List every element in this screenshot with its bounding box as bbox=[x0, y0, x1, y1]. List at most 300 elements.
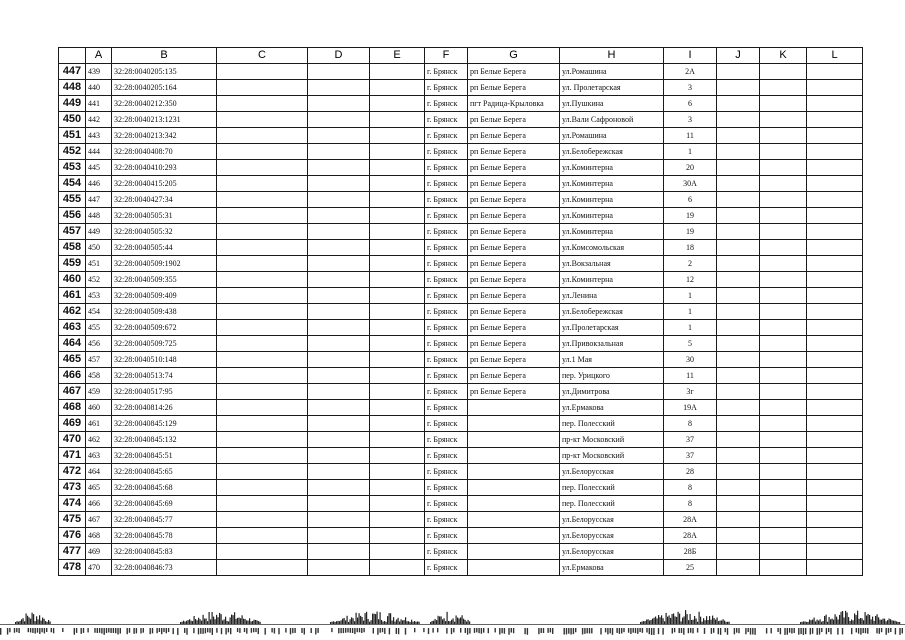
table-cell-f[interactable]: г. Брянск bbox=[425, 128, 468, 144]
table-cell-k[interactable] bbox=[760, 352, 807, 368]
table-cell-d[interactable] bbox=[308, 144, 370, 160]
table-cell-g[interactable] bbox=[468, 480, 560, 496]
column-header-f[interactable]: F bbox=[425, 48, 468, 64]
table-cell-f[interactable]: г. Брянск bbox=[425, 528, 468, 544]
table-cell-j[interactable] bbox=[717, 64, 760, 80]
table-cell-j[interactable] bbox=[717, 288, 760, 304]
table-cell-e[interactable] bbox=[370, 336, 425, 352]
table-cell-g[interactable]: рп Белые Берега bbox=[468, 320, 560, 336]
table-cell-j[interactable] bbox=[717, 400, 760, 416]
table-cell-j[interactable] bbox=[717, 432, 760, 448]
table-cell-h[interactable]: ул.Коминтерна bbox=[560, 224, 664, 240]
table-cell-i[interactable]: 30 bbox=[664, 352, 717, 368]
table-cell-c[interactable] bbox=[217, 288, 308, 304]
table-cell-e[interactable] bbox=[370, 128, 425, 144]
table-cell-l[interactable] bbox=[807, 432, 863, 448]
table-cell-f[interactable]: г. Брянск bbox=[425, 512, 468, 528]
table-cell-k[interactable] bbox=[760, 304, 807, 320]
table-cell-e[interactable] bbox=[370, 320, 425, 336]
table-cell-h[interactable]: ул.Белобережская bbox=[560, 144, 664, 160]
table-cell-c[interactable] bbox=[217, 384, 308, 400]
table-cell-j[interactable] bbox=[717, 384, 760, 400]
table-cell-k[interactable] bbox=[760, 416, 807, 432]
table-cell-b[interactable]: 32:28:0040205:135 bbox=[112, 64, 217, 80]
table-cell-b[interactable]: 32:28:0040415:205 bbox=[112, 176, 217, 192]
table-cell-j[interactable] bbox=[717, 96, 760, 112]
table-cell-d[interactable] bbox=[308, 224, 370, 240]
table-cell-b[interactable]: 32:28:0040845:129 bbox=[112, 416, 217, 432]
table-cell-f[interactable]: г. Брянск bbox=[425, 288, 468, 304]
table-cell-i[interactable]: 28 bbox=[664, 464, 717, 480]
table-cell-k[interactable] bbox=[760, 160, 807, 176]
table-cell-k[interactable] bbox=[760, 288, 807, 304]
table-cell-f[interactable]: г. Брянск bbox=[425, 272, 468, 288]
table-cell-g[interactable] bbox=[468, 448, 560, 464]
table-cell-h[interactable]: ул.Белорусская bbox=[560, 464, 664, 480]
table-cell-g[interactable]: рп Белые Берега bbox=[468, 336, 560, 352]
table-cell-b[interactable]: 32:28:0040845:68 bbox=[112, 480, 217, 496]
table-cell-k[interactable] bbox=[760, 512, 807, 528]
column-header-e[interactable]: E bbox=[370, 48, 425, 64]
table-cell-e[interactable] bbox=[370, 432, 425, 448]
table-cell-j[interactable] bbox=[717, 304, 760, 320]
table-cell-f[interactable]: г. Брянск bbox=[425, 480, 468, 496]
table-cell-b[interactable]: 32:28:0040505:44 bbox=[112, 240, 217, 256]
table-cell-h[interactable]: пр-кт Московский bbox=[560, 432, 664, 448]
column-header-j[interactable]: J bbox=[717, 48, 760, 64]
table-cell-f[interactable]: г. Брянск bbox=[425, 544, 468, 560]
table-cell-l[interactable] bbox=[807, 112, 863, 128]
table-cell-e[interactable] bbox=[370, 224, 425, 240]
row-number[interactable]: 452 bbox=[59, 144, 86, 160]
table-cell-b[interactable]: 32:28:0040845:78 bbox=[112, 528, 217, 544]
table-cell-c[interactable] bbox=[217, 448, 308, 464]
table-cell-d[interactable] bbox=[308, 128, 370, 144]
table-cell-d[interactable] bbox=[308, 272, 370, 288]
table-cell-d[interactable] bbox=[308, 176, 370, 192]
table-cell-f[interactable]: г. Брянск bbox=[425, 304, 468, 320]
table-cell-f[interactable]: г. Брянск bbox=[425, 112, 468, 128]
table-cell-b[interactable]: 32:28:0040846:73 bbox=[112, 560, 217, 576]
column-header-i[interactable]: I bbox=[664, 48, 717, 64]
table-cell-f[interactable]: г. Брянск bbox=[425, 352, 468, 368]
table-cell-b[interactable]: 32:28:0040509:409 bbox=[112, 288, 217, 304]
table-cell-g[interactable] bbox=[468, 560, 560, 576]
table-cell-k[interactable] bbox=[760, 400, 807, 416]
table-cell-d[interactable] bbox=[308, 208, 370, 224]
table-cell-i[interactable]: 37 bbox=[664, 448, 717, 464]
table-cell-i[interactable]: 25 bbox=[664, 560, 717, 576]
table-cell-b[interactable]: 32:28:0040814:26 bbox=[112, 400, 217, 416]
row-number[interactable]: 470 bbox=[59, 432, 86, 448]
table-cell-g[interactable]: рп Белые Берега bbox=[468, 144, 560, 160]
table-cell-a[interactable]: 465 bbox=[86, 480, 112, 496]
table-cell-i[interactable]: 3 bbox=[664, 80, 717, 96]
table-cell-i[interactable]: 8 bbox=[664, 480, 717, 496]
table-cell-j[interactable] bbox=[717, 144, 760, 160]
table-cell-a[interactable]: 446 bbox=[86, 176, 112, 192]
table-cell-h[interactable]: пер. Полесский bbox=[560, 480, 664, 496]
table-cell-l[interactable] bbox=[807, 448, 863, 464]
row-number[interactable]: 471 bbox=[59, 448, 86, 464]
row-number[interactable]: 475 bbox=[59, 512, 86, 528]
table-cell-b[interactable]: 32:28:0040505:32 bbox=[112, 224, 217, 240]
table-cell-h[interactable]: ул.Белорусская bbox=[560, 512, 664, 528]
table-cell-a[interactable]: 455 bbox=[86, 320, 112, 336]
table-cell-l[interactable] bbox=[807, 208, 863, 224]
table-cell-h[interactable]: ул.Димитрова bbox=[560, 384, 664, 400]
table-cell-j[interactable] bbox=[717, 160, 760, 176]
table-cell-l[interactable] bbox=[807, 288, 863, 304]
column-header-b[interactable]: B bbox=[112, 48, 217, 64]
table-cell-i[interactable]: 20 bbox=[664, 160, 717, 176]
table-cell-j[interactable] bbox=[717, 208, 760, 224]
table-cell-i[interactable]: 3г bbox=[664, 384, 717, 400]
table-cell-k[interactable] bbox=[760, 384, 807, 400]
table-cell-i[interactable]: 8 bbox=[664, 416, 717, 432]
table-cell-g[interactable] bbox=[468, 528, 560, 544]
table-cell-e[interactable] bbox=[370, 288, 425, 304]
table-cell-k[interactable] bbox=[760, 480, 807, 496]
row-number[interactable]: 451 bbox=[59, 128, 86, 144]
table-cell-e[interactable] bbox=[370, 560, 425, 576]
row-number[interactable]: 467 bbox=[59, 384, 86, 400]
table-cell-c[interactable] bbox=[217, 144, 308, 160]
table-cell-i[interactable]: 30А bbox=[664, 176, 717, 192]
table-cell-a[interactable]: 444 bbox=[86, 144, 112, 160]
table-cell-a[interactable]: 459 bbox=[86, 384, 112, 400]
table-cell-a[interactable]: 461 bbox=[86, 416, 112, 432]
table-cell-g[interactable]: рп Белые Берега bbox=[468, 368, 560, 384]
table-cell-k[interactable] bbox=[760, 112, 807, 128]
table-cell-j[interactable] bbox=[717, 448, 760, 464]
table-cell-j[interactable] bbox=[717, 272, 760, 288]
table-cell-f[interactable]: г. Брянск bbox=[425, 144, 468, 160]
table-cell-j[interactable] bbox=[717, 80, 760, 96]
table-cell-f[interactable]: г. Брянск bbox=[425, 176, 468, 192]
table-cell-d[interactable] bbox=[308, 96, 370, 112]
table-cell-b[interactable]: 32:28:0040408:70 bbox=[112, 144, 217, 160]
row-number[interactable]: 460 bbox=[59, 272, 86, 288]
table-cell-c[interactable] bbox=[217, 96, 308, 112]
table-cell-g[interactable]: рп Белые Берега bbox=[468, 224, 560, 240]
table-cell-g[interactable] bbox=[468, 496, 560, 512]
table-cell-d[interactable] bbox=[308, 400, 370, 416]
table-cell-c[interactable] bbox=[217, 464, 308, 480]
table-cell-h[interactable]: ул.Ермакова bbox=[560, 400, 664, 416]
table-cell-l[interactable] bbox=[807, 496, 863, 512]
table-cell-l[interactable] bbox=[807, 272, 863, 288]
row-number[interactable]: 464 bbox=[59, 336, 86, 352]
table-cell-c[interactable] bbox=[217, 224, 308, 240]
table-cell-d[interactable] bbox=[308, 464, 370, 480]
table-cell-k[interactable] bbox=[760, 80, 807, 96]
table-cell-j[interactable] bbox=[717, 528, 760, 544]
table-cell-h[interactable]: ул.Белорусская bbox=[560, 544, 664, 560]
table-cell-l[interactable] bbox=[807, 64, 863, 80]
table-cell-e[interactable] bbox=[370, 368, 425, 384]
table-cell-l[interactable] bbox=[807, 320, 863, 336]
table-cell-h[interactable]: ул.Коминтерна bbox=[560, 192, 664, 208]
table-cell-c[interactable] bbox=[217, 352, 308, 368]
row-number[interactable]: 447 bbox=[59, 64, 86, 80]
table-cell-e[interactable] bbox=[370, 448, 425, 464]
table-cell-c[interactable] bbox=[217, 208, 308, 224]
table-cell-l[interactable] bbox=[807, 512, 863, 528]
table-cell-i[interactable]: 8 bbox=[664, 496, 717, 512]
column-header-c[interactable]: C bbox=[217, 48, 308, 64]
table-cell-h[interactable]: ул.Коминтерна bbox=[560, 176, 664, 192]
table-cell-g[interactable]: рп Белые Берега bbox=[468, 304, 560, 320]
table-cell-g[interactable]: рп Белые Берега bbox=[468, 192, 560, 208]
row-number[interactable]: 463 bbox=[59, 320, 86, 336]
table-cell-g[interactable]: рп Белые Берега bbox=[468, 256, 560, 272]
table-cell-c[interactable] bbox=[217, 272, 308, 288]
table-cell-k[interactable] bbox=[760, 208, 807, 224]
table-cell-c[interactable] bbox=[217, 400, 308, 416]
row-number[interactable]: 448 bbox=[59, 80, 86, 96]
table-cell-g[interactable]: рп Белые Берега bbox=[468, 288, 560, 304]
table-cell-j[interactable] bbox=[717, 128, 760, 144]
table-cell-a[interactable]: 449 bbox=[86, 224, 112, 240]
table-cell-b[interactable]: 32:28:0040845:65 bbox=[112, 464, 217, 480]
table-cell-e[interactable] bbox=[370, 208, 425, 224]
row-number[interactable]: 468 bbox=[59, 400, 86, 416]
table-cell-a[interactable]: 453 bbox=[86, 288, 112, 304]
table-cell-e[interactable] bbox=[370, 544, 425, 560]
table-cell-k[interactable] bbox=[760, 496, 807, 512]
table-cell-b[interactable]: 32:28:0040509:438 bbox=[112, 304, 217, 320]
table-cell-l[interactable] bbox=[807, 544, 863, 560]
table-cell-b[interactable]: 32:28:0040510:148 bbox=[112, 352, 217, 368]
table-cell-i[interactable]: 6 bbox=[664, 96, 717, 112]
table-cell-c[interactable] bbox=[217, 112, 308, 128]
table-cell-e[interactable] bbox=[370, 304, 425, 320]
table-cell-l[interactable] bbox=[807, 480, 863, 496]
table-cell-h[interactable]: пер. Урицкого bbox=[560, 368, 664, 384]
table-cell-f[interactable]: г. Брянск bbox=[425, 368, 468, 384]
table-cell-f[interactable]: г. Брянск bbox=[425, 256, 468, 272]
table-cell-l[interactable] bbox=[807, 416, 863, 432]
table-cell-k[interactable] bbox=[760, 192, 807, 208]
table-cell-i[interactable]: 6 bbox=[664, 192, 717, 208]
table-cell-d[interactable] bbox=[308, 80, 370, 96]
table-cell-d[interactable] bbox=[308, 384, 370, 400]
row-number[interactable]: 450 bbox=[59, 112, 86, 128]
table-cell-k[interactable] bbox=[760, 336, 807, 352]
table-cell-e[interactable] bbox=[370, 240, 425, 256]
row-number[interactable]: 455 bbox=[59, 192, 86, 208]
table-cell-a[interactable]: 468 bbox=[86, 528, 112, 544]
table-cell-d[interactable] bbox=[308, 352, 370, 368]
table-cell-j[interactable] bbox=[717, 112, 760, 128]
table-cell-f[interactable]: г. Брянск bbox=[425, 208, 468, 224]
table-cell-e[interactable] bbox=[370, 400, 425, 416]
table-cell-g[interactable]: рп Белые Берега bbox=[468, 272, 560, 288]
table-cell-h[interactable]: ул.Коминтерна bbox=[560, 272, 664, 288]
row-number[interactable]: 457 bbox=[59, 224, 86, 240]
table-cell-a[interactable]: 462 bbox=[86, 432, 112, 448]
row-number[interactable]: 473 bbox=[59, 480, 86, 496]
table-cell-i[interactable]: 2 bbox=[664, 256, 717, 272]
table-cell-j[interactable] bbox=[717, 368, 760, 384]
table-cell-j[interactable] bbox=[717, 192, 760, 208]
table-cell-g[interactable] bbox=[468, 544, 560, 560]
row-number[interactable]: 472 bbox=[59, 464, 86, 480]
table-cell-g[interactable] bbox=[468, 400, 560, 416]
table-cell-e[interactable] bbox=[370, 80, 425, 96]
table-cell-f[interactable]: г. Брянск bbox=[425, 448, 468, 464]
table-cell-f[interactable]: г. Брянск bbox=[425, 496, 468, 512]
table-cell-b[interactable]: 32:28:0040845:69 bbox=[112, 496, 217, 512]
table-cell-d[interactable] bbox=[308, 240, 370, 256]
table-cell-k[interactable] bbox=[760, 448, 807, 464]
table-cell-e[interactable] bbox=[370, 496, 425, 512]
table-cell-h[interactable]: ул.1 Мая bbox=[560, 352, 664, 368]
table-cell-d[interactable] bbox=[308, 192, 370, 208]
table-cell-l[interactable] bbox=[807, 144, 863, 160]
table-cell-f[interactable]: г. Брянск bbox=[425, 96, 468, 112]
table-cell-k[interactable] bbox=[760, 144, 807, 160]
table-cell-b[interactable]: 32:28:0040509:355 bbox=[112, 272, 217, 288]
table-cell-h[interactable]: ул.Комсомольская bbox=[560, 240, 664, 256]
table-cell-i[interactable]: 28А bbox=[664, 512, 717, 528]
row-number[interactable]: 469 bbox=[59, 416, 86, 432]
row-number[interactable]: 458 bbox=[59, 240, 86, 256]
table-cell-g[interactable]: рп Белые Берега bbox=[468, 176, 560, 192]
table-cell-d[interactable] bbox=[308, 160, 370, 176]
table-cell-e[interactable] bbox=[370, 144, 425, 160]
table-cell-l[interactable] bbox=[807, 224, 863, 240]
table-cell-i[interactable]: 28Б bbox=[664, 544, 717, 560]
table-cell-b[interactable]: 32:28:0040509:1902 bbox=[112, 256, 217, 272]
table-cell-g[interactable]: рп Белые Берега bbox=[468, 208, 560, 224]
table-cell-l[interactable] bbox=[807, 128, 863, 144]
table-cell-a[interactable]: 441 bbox=[86, 96, 112, 112]
table-cell-l[interactable] bbox=[807, 400, 863, 416]
table-cell-e[interactable] bbox=[370, 512, 425, 528]
table-cell-c[interactable] bbox=[217, 128, 308, 144]
table-cell-d[interactable] bbox=[308, 64, 370, 80]
table-cell-g[interactable] bbox=[468, 432, 560, 448]
table-cell-h[interactable]: пр-кт Московский bbox=[560, 448, 664, 464]
table-cell-e[interactable] bbox=[370, 464, 425, 480]
table-cell-d[interactable] bbox=[308, 544, 370, 560]
table-cell-f[interactable]: г. Брянск bbox=[425, 192, 468, 208]
table-cell-f[interactable]: г. Брянск bbox=[425, 224, 468, 240]
column-header-d[interactable]: D bbox=[308, 48, 370, 64]
row-number[interactable]: 466 bbox=[59, 368, 86, 384]
table-cell-c[interactable] bbox=[217, 160, 308, 176]
table-cell-h[interactable]: ул.Ромашина bbox=[560, 64, 664, 80]
table-cell-g[interactable]: пгт Радица-Крыловка bbox=[468, 96, 560, 112]
table-cell-h[interactable]: ул.Белорусская bbox=[560, 528, 664, 544]
row-number[interactable]: 459 bbox=[59, 256, 86, 272]
table-cell-h[interactable]: ул.Ленина bbox=[560, 288, 664, 304]
table-cell-l[interactable] bbox=[807, 352, 863, 368]
table-cell-j[interactable] bbox=[717, 544, 760, 560]
row-number[interactable]: 461 bbox=[59, 288, 86, 304]
table-cell-k[interactable] bbox=[760, 256, 807, 272]
table-cell-a[interactable]: 469 bbox=[86, 544, 112, 560]
table-cell-j[interactable] bbox=[717, 336, 760, 352]
table-cell-c[interactable] bbox=[217, 64, 308, 80]
column-header-h[interactable]: H bbox=[560, 48, 664, 64]
table-cell-j[interactable] bbox=[717, 320, 760, 336]
table-cell-f[interactable]: г. Брянск bbox=[425, 384, 468, 400]
table-cell-a[interactable]: 467 bbox=[86, 512, 112, 528]
table-cell-d[interactable] bbox=[308, 496, 370, 512]
corner-cell[interactable] bbox=[59, 48, 86, 64]
table-cell-k[interactable] bbox=[760, 368, 807, 384]
table-cell-d[interactable] bbox=[308, 560, 370, 576]
table-cell-e[interactable] bbox=[370, 96, 425, 112]
table-cell-a[interactable]: 470 bbox=[86, 560, 112, 576]
table-cell-a[interactable]: 464 bbox=[86, 464, 112, 480]
table-cell-l[interactable] bbox=[807, 560, 863, 576]
row-number[interactable]: 474 bbox=[59, 496, 86, 512]
table-cell-b[interactable]: 32:28:0040427:34 bbox=[112, 192, 217, 208]
table-cell-f[interactable]: г. Брянск bbox=[425, 160, 468, 176]
table-cell-h[interactable]: пер. Полесский bbox=[560, 416, 664, 432]
table-cell-a[interactable]: 463 bbox=[86, 448, 112, 464]
table-cell-h[interactable]: ул.Коминтерна bbox=[560, 208, 664, 224]
table-cell-b[interactable]: 32:28:0040517:95 bbox=[112, 384, 217, 400]
row-number[interactable]: 454 bbox=[59, 176, 86, 192]
table-cell-g[interactable] bbox=[468, 512, 560, 528]
table-cell-c[interactable] bbox=[217, 560, 308, 576]
table-cell-k[interactable] bbox=[760, 560, 807, 576]
table-cell-l[interactable] bbox=[807, 240, 863, 256]
table-cell-a[interactable]: 442 bbox=[86, 112, 112, 128]
table-cell-d[interactable] bbox=[308, 416, 370, 432]
table-cell-f[interactable]: г. Брянск bbox=[425, 416, 468, 432]
table-cell-k[interactable] bbox=[760, 320, 807, 336]
table-cell-a[interactable]: 466 bbox=[86, 496, 112, 512]
table-cell-a[interactable]: 458 bbox=[86, 368, 112, 384]
table-cell-d[interactable] bbox=[308, 304, 370, 320]
table-cell-e[interactable] bbox=[370, 272, 425, 288]
table-cell-k[interactable] bbox=[760, 176, 807, 192]
row-number[interactable]: 462 bbox=[59, 304, 86, 320]
table-cell-c[interactable] bbox=[217, 528, 308, 544]
table-cell-c[interactable] bbox=[217, 368, 308, 384]
table-cell-l[interactable] bbox=[807, 528, 863, 544]
table-cell-k[interactable] bbox=[760, 528, 807, 544]
table-cell-b[interactable]: 32:28:0040509:672 bbox=[112, 320, 217, 336]
table-cell-e[interactable] bbox=[370, 192, 425, 208]
table-cell-i[interactable]: 19 bbox=[664, 224, 717, 240]
table-cell-d[interactable] bbox=[308, 528, 370, 544]
table-cell-c[interactable] bbox=[217, 256, 308, 272]
table-cell-j[interactable] bbox=[717, 464, 760, 480]
table-cell-g[interactable]: рп Белые Берега bbox=[468, 160, 560, 176]
table-cell-a[interactable]: 440 bbox=[86, 80, 112, 96]
table-cell-j[interactable] bbox=[717, 176, 760, 192]
table-cell-f[interactable]: г. Брянск bbox=[425, 560, 468, 576]
table-cell-d[interactable] bbox=[308, 320, 370, 336]
table-cell-c[interactable] bbox=[217, 432, 308, 448]
table-cell-b[interactable]: 32:28:0040845:132 bbox=[112, 432, 217, 448]
table-cell-h[interactable]: ул.Привокзальная bbox=[560, 336, 664, 352]
table-cell-c[interactable] bbox=[217, 416, 308, 432]
table-cell-e[interactable] bbox=[370, 64, 425, 80]
table-cell-c[interactable] bbox=[217, 320, 308, 336]
table-cell-a[interactable]: 452 bbox=[86, 272, 112, 288]
table-cell-h[interactable]: ул. Пролетарская bbox=[560, 80, 664, 96]
table-cell-f[interactable]: г. Брянск bbox=[425, 240, 468, 256]
table-cell-b[interactable]: 32:28:0040845:77 bbox=[112, 512, 217, 528]
